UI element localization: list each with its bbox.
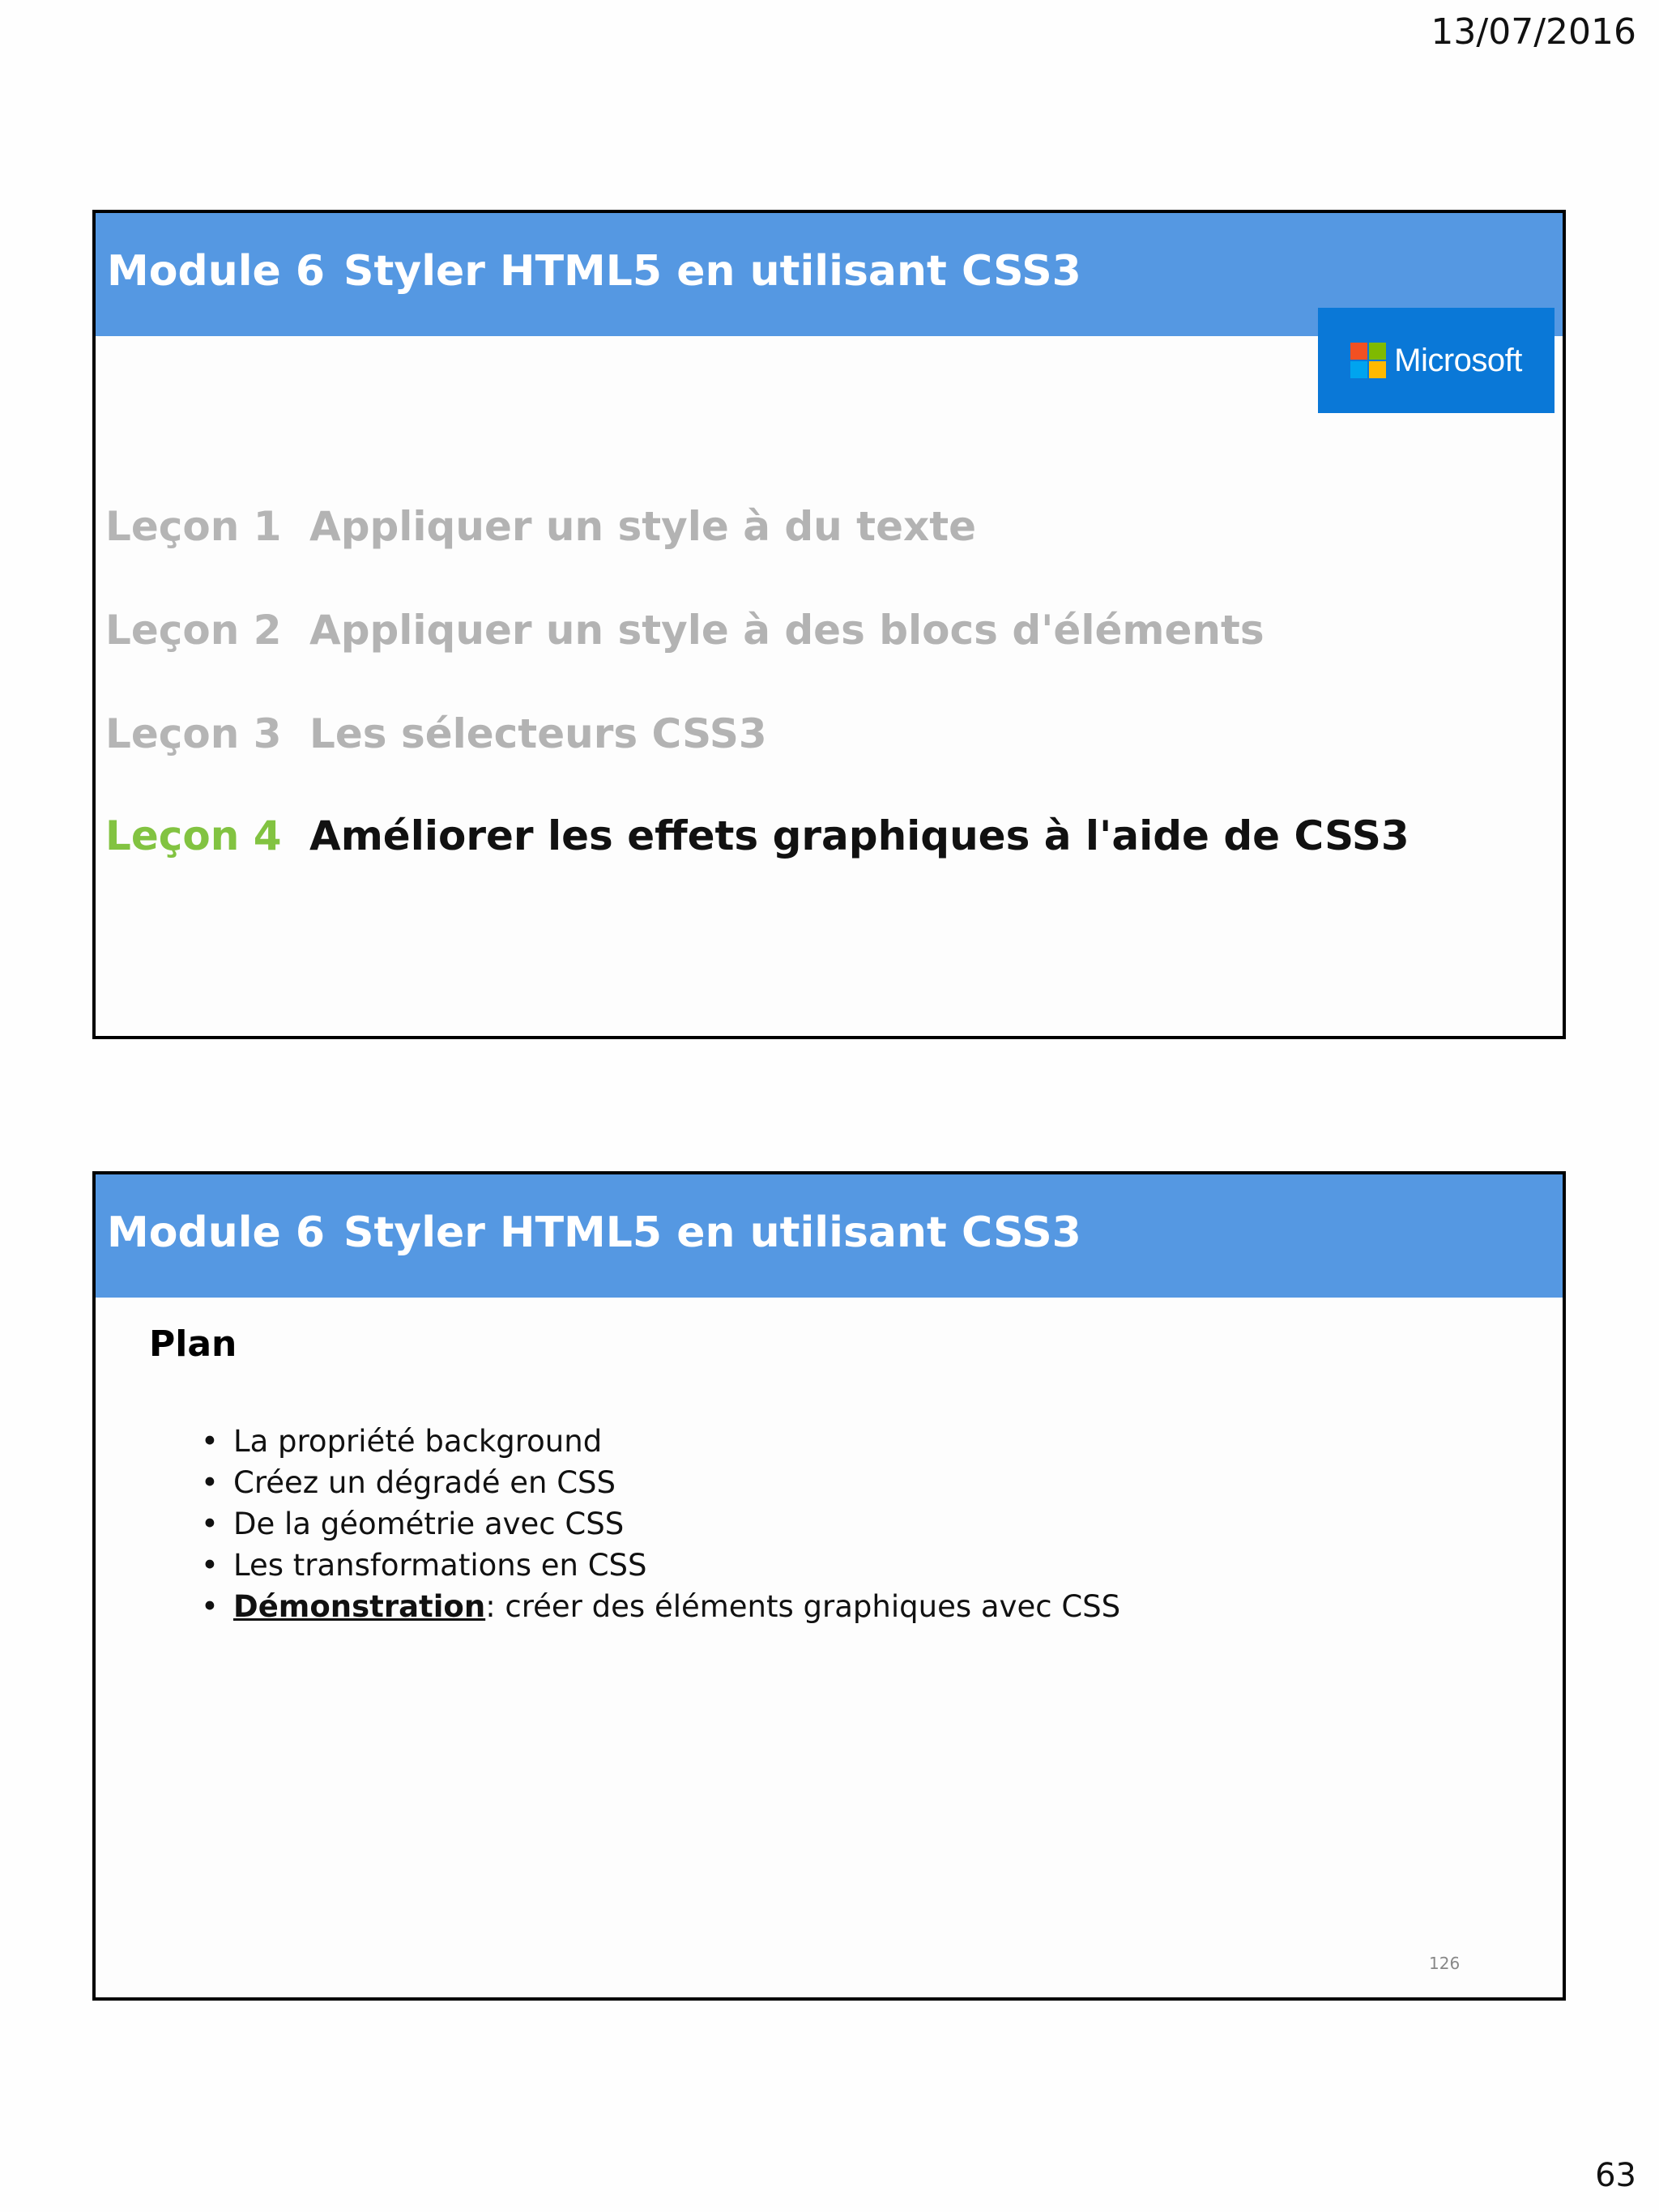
plan-item-text: Les transformations en CSS xyxy=(233,1548,647,1583)
bullet: • xyxy=(201,1589,219,1624)
lesson-number: Leçon 3 xyxy=(105,710,282,757)
plan-item-text: La propriété background xyxy=(233,1424,603,1459)
plan-list xyxy=(201,1421,1120,1627)
page-number: 63 xyxy=(1595,2157,1636,2194)
lesson-title: Appliquer un style à des blocs d'éléments xyxy=(309,607,1265,654)
plan-item xyxy=(201,1503,1120,1545)
lesson-number: Leçon 1 xyxy=(105,503,282,550)
bullet: • xyxy=(201,1548,219,1583)
bullet: • xyxy=(201,1465,219,1500)
demo-text: : créer des éléments graphiques avec CSS xyxy=(485,1589,1121,1624)
module-label: Module 6 xyxy=(107,1208,326,1257)
lesson-number: Leçon 2 xyxy=(105,607,282,654)
windows-icon xyxy=(1350,343,1386,378)
module-title: Styler HTML5 en utilisant CSS3 xyxy=(343,247,1081,296)
module-title: Styler HTML5 en utilisant CSS3 xyxy=(343,1208,1081,1257)
slide-plan xyxy=(92,1171,1566,2001)
plan-item xyxy=(201,1462,1120,1503)
lesson-title: Améliorer les effets graphiques à l'aide de CSS3 xyxy=(309,812,1410,859)
microsoft-wordmark: Microsoft xyxy=(1394,342,1522,378)
page-date: 13/07/2016 xyxy=(1431,11,1636,53)
lesson-number: Leçon 4 xyxy=(105,812,282,859)
bullet: • xyxy=(201,1424,219,1459)
slide-number: 126 xyxy=(1429,1954,1461,1973)
plan-item xyxy=(201,1545,1120,1586)
plan-item-text: De la géométrie avec CSS xyxy=(233,1507,625,1541)
lesson-title: Les sélecteurs CSS3 xyxy=(309,710,767,757)
microsoft-logo xyxy=(1318,308,1555,413)
slide-module-lessons xyxy=(92,210,1566,1039)
plan-item-demo xyxy=(201,1586,1120,1627)
lesson-title: Appliquer un style à du texte xyxy=(309,503,977,550)
bullet: • xyxy=(201,1507,219,1541)
plan-item xyxy=(201,1421,1120,1462)
slide-header xyxy=(96,1174,1563,1298)
module-label: Module 6 xyxy=(107,247,326,296)
plan-item-text: Créez un dégradé en CSS xyxy=(233,1465,616,1500)
plan-heading: Plan xyxy=(149,1323,237,1365)
demo-label: Démonstration xyxy=(233,1589,486,1624)
